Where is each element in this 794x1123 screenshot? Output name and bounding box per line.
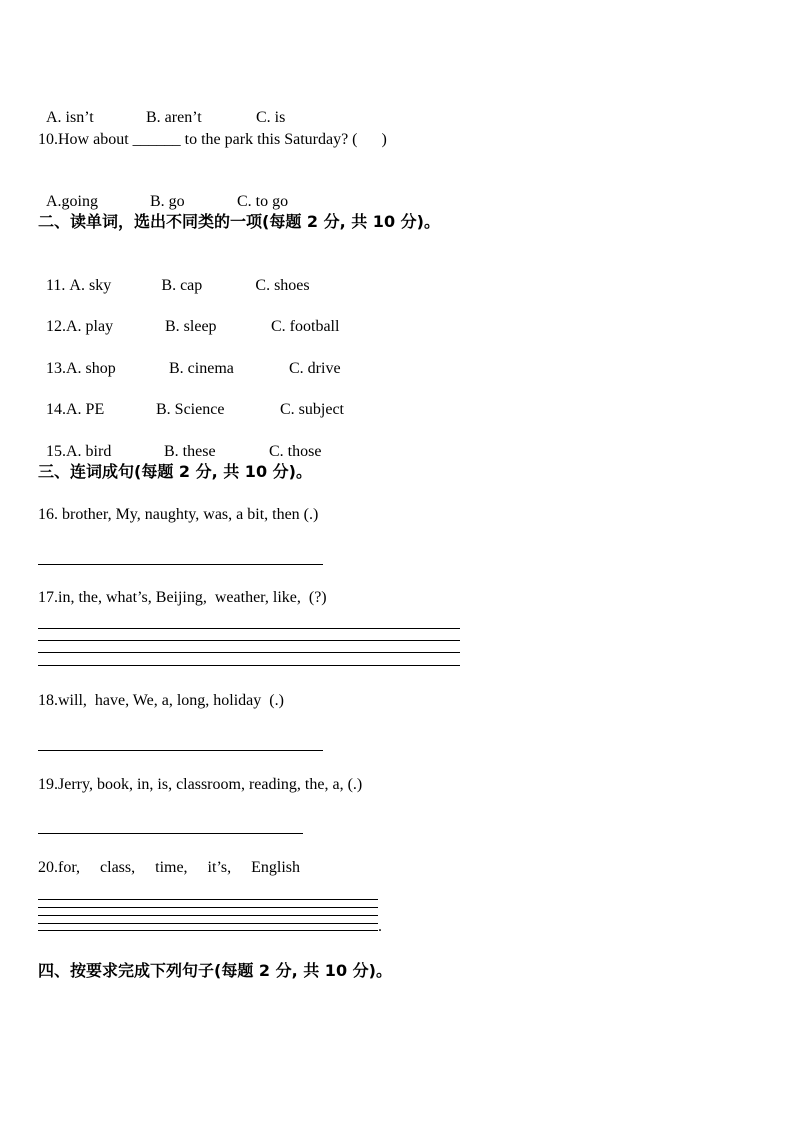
answer-line[interactable] [38, 628, 460, 629]
q14-option-a: A. PE [66, 401, 105, 418]
q12-option-b: B. sleep [165, 318, 217, 335]
q14-option-b: B. Science [156, 401, 225, 418]
q15-option-c: C. those [269, 443, 322, 460]
answer-line[interactable] [38, 652, 460, 653]
answer-line[interactable] [38, 665, 460, 666]
answer-line[interactable] [38, 923, 378, 924]
q10-options [38, 172, 288, 212]
q10-option-b: B. go [150, 193, 185, 210]
q9-option-b: B. aren’t [146, 109, 202, 126]
question-11 [38, 256, 310, 296]
question-19: 19.Jerry, book, in, is, classroom, reading, the, a, (.) [38, 776, 363, 793]
answer-line[interactable] [38, 899, 378, 900]
q11-number: 11. [46, 277, 70, 294]
q11-option-a: A. sky [69, 277, 112, 294]
answer-line[interactable] [38, 915, 378, 916]
question-15 [38, 422, 321, 462]
answer-line[interactable] [38, 930, 378, 931]
q10-option-a: A.going [46, 193, 98, 210]
answer-line[interactable] [38, 907, 378, 908]
q11-option-b: B. cap [161, 277, 203, 294]
q14-number: 14. [46, 401, 66, 418]
q12-option-c: C. football [271, 318, 340, 335]
q14-option-c: C. subject [280, 401, 344, 418]
answer-line[interactable] [38, 640, 460, 641]
question-20: 20.for, class, time, it’s, English [38, 859, 301, 876]
question-18: 18.will, have, We, a, long, holiday (.) [38, 692, 284, 709]
q11-option-c: C. shoes [255, 277, 310, 294]
q15-option-b: B. these [164, 443, 216, 460]
q10-stem: 10.How about ______ to the park this Saturday? ( ) [38, 131, 387, 148]
question-14 [38, 380, 344, 420]
q13-option-c: C. drive [289, 360, 341, 377]
question-12 [38, 297, 339, 337]
q13-option-b: B. cinema [169, 360, 234, 377]
q12-option-a: A. play [66, 318, 114, 335]
question-13 [38, 339, 341, 379]
q9-option-c: C. is [256, 109, 286, 126]
section2-heading: 二、读单词，选出不同类的一项(每题 2 分, 共 10 分)。 [38, 212, 440, 231]
question-16: 16. brother, My, naughty, was, a bit, then (.) [38, 506, 319, 523]
answer-line[interactable] [38, 833, 303, 834]
q9-options [38, 88, 285, 128]
q13-option-a: A. shop [66, 360, 116, 377]
q10-option-c: C. to go [237, 193, 289, 210]
q9-option-a: A. isn’t [46, 109, 94, 126]
section4-heading: 四、按要求完成下列句子(每题 2 分, 共 10 分)。 [38, 961, 392, 980]
q15-option-a: A. bird [66, 443, 112, 460]
q13-number: 13. [46, 360, 66, 377]
section3-heading: 三、连词成句(每题 2 分, 共 10 分)。 [38, 462, 312, 481]
q12-number: 12. [46, 318, 66, 335]
answer-line[interactable] [38, 750, 323, 751]
q15-number: 15. [46, 443, 66, 460]
answer-line[interactable] [38, 564, 323, 565]
question-17: 17.in, the, what’s, Beijing, weather, like, (?) [38, 589, 327, 606]
period-mark: . [378, 918, 382, 935]
